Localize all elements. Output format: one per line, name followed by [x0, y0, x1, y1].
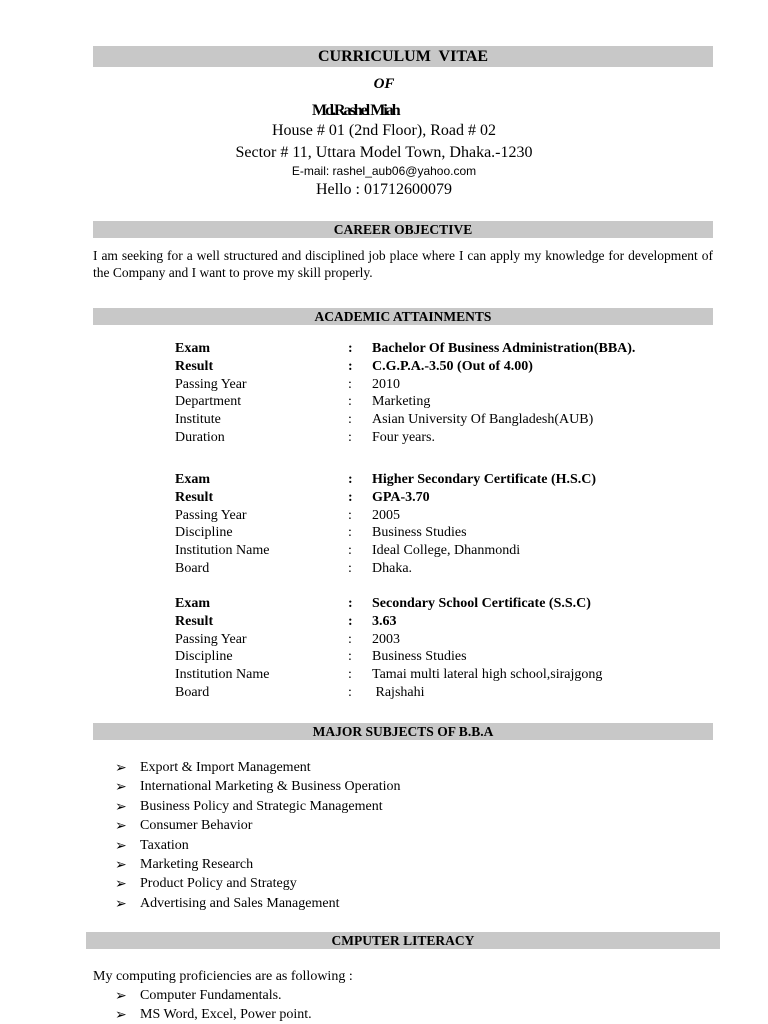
- academic-row-value: Business Studies: [372, 649, 467, 665]
- career-heading: CAREER OBJECTIVE: [333, 222, 473, 237]
- bullet-arrow-icon: ➢: [115, 1008, 127, 1023]
- academic-row-value: 2005: [372, 507, 400, 523]
- academic-row-value: 2003: [372, 631, 400, 647]
- email: E-mail: rashel_aub06@yahoo.com: [291, 164, 477, 178]
- list-item-text: Export & Import Management: [140, 760, 311, 775]
- academic-row-label: Passing Year: [175, 376, 247, 392]
- academic-row-value: Tamai multi lateral high school,sirajgong: [372, 667, 603, 683]
- subjects-heading: MAJOR SUBJECTS OF B.B.A: [312, 724, 494, 739]
- academic-row-label: Exam: [175, 472, 210, 487]
- academic-row-colon: :: [348, 507, 352, 523]
- cv-of: OF: [373, 76, 395, 92]
- bullet-arrow-icon: ➢: [115, 780, 127, 796]
- list-item-text: Taxation: [140, 837, 189, 853]
- bullet-arrow-icon: ➢: [115, 819, 127, 835]
- academic-row-label: Passing Year: [175, 507, 247, 523]
- academic-row-colon: :: [348, 543, 352, 559]
- academic-row-colon: :: [348, 561, 352, 576]
- list-item-text: Advertising and Sales Management: [140, 895, 340, 911]
- academic-heading: ACADEMIC ATTAINMENTS: [314, 309, 492, 324]
- academic-row-label: Board: [175, 561, 210, 576]
- academic-row-label: Exam: [175, 596, 210, 611]
- bullet-arrow-icon: ➢: [115, 838, 127, 854]
- academic-row-value: Business Studies: [372, 525, 467, 541]
- list-item-text: Business Policy and Strategic Management: [140, 798, 383, 814]
- phone: Hello : 01712600079: [316, 181, 452, 198]
- academic-row-label: Board: [175, 685, 210, 700]
- subjects-heading-bar: [93, 723, 713, 740]
- academic-row-value: Marketing: [372, 394, 431, 410]
- academic-row-value: C.G.P.A.-3.50 (Out of 4.00): [372, 358, 533, 374]
- academic-row-colon: :: [348, 376, 352, 392]
- bullet-arrow-icon: ➢: [115, 877, 127, 893]
- bullet-arrow-icon: ➢: [115, 761, 127, 776]
- academic-row-colon: :: [348, 358, 353, 374]
- academic-row-value: 3.63: [372, 613, 397, 629]
- list-item-text: Product Policy and Strategy: [140, 876, 297, 892]
- academic-row-value: Rajshahi: [372, 685, 425, 700]
- academic-row-value: 2010: [372, 376, 400, 392]
- career-text: I am seeking for a well structured and disciplined job place where I can apply my knowledge for development of the Company and I want to prove my skill properly.: [93, 248, 713, 280]
- academic-row-value: Higher Secondary Certificate (H.S.C): [372, 472, 597, 487]
- academic-row-colon: :: [348, 596, 353, 611]
- academic-row-colon: :: [348, 341, 353, 356]
- candidate-name: Md.Rashel Miah: [312, 102, 399, 119]
- academic-row-label: Duration: [175, 430, 225, 445]
- list-item-text: International Marketing & Business Operation: [140, 779, 401, 795]
- academic-row-label: Passing Year: [175, 631, 247, 647]
- academic-row-value: GPA-3.70: [372, 489, 430, 505]
- academic-row-colon: :: [348, 412, 352, 428]
- academic-row-colon: :: [348, 613, 353, 629]
- academic-row-label: Institute: [175, 412, 221, 428]
- academic-row-colon: :: [348, 472, 353, 487]
- academic-row-colon: :: [348, 489, 353, 505]
- list-item-text: Computer Fundamentals.: [140, 988, 282, 1003]
- academic-row-colon: :: [348, 430, 352, 445]
- academic-row-value: Asian University Of Bangladesh(AUB): [372, 412, 594, 428]
- academic-row-label: Exam: [175, 341, 210, 356]
- academic-row-colon: :: [348, 631, 352, 647]
- list-item-text: MS Word, Excel, Power point.: [140, 1007, 312, 1022]
- computer-heading: CMPUTER LITERACY: [331, 933, 475, 948]
- academic-row-colon: :: [348, 394, 352, 410]
- bullet-arrow-icon: ➢: [115, 858, 127, 873]
- academic-row-label: Discipline: [175, 525, 233, 541]
- academic-row-value: Bachelor Of Business Administration(BBA).: [372, 341, 636, 356]
- academic-row-label: Result: [175, 613, 214, 629]
- academic-heading-bar: [93, 308, 713, 325]
- bullet-arrow-icon: ➢: [115, 989, 127, 1004]
- academic-row-value: Dhaka.: [372, 561, 413, 576]
- academic-row-colon: :: [348, 649, 352, 665]
- academic-row-label: Result: [175, 489, 214, 505]
- academic-row-value: Secondary School Certificate (S.S.C): [372, 596, 591, 611]
- bullet-arrow-icon: ➢: [115, 799, 127, 815]
- list-item-text: Consumer Behavior: [140, 818, 253, 834]
- academic-row-colon: :: [348, 667, 352, 683]
- bullet-arrow-icon: ➢: [115, 896, 127, 912]
- career-heading-bar: [93, 221, 713, 238]
- academic-row-colon: :: [348, 685, 352, 700]
- address-line-2: Sector # 11, Uttara Model Town, Dhaka.-1230: [235, 144, 533, 161]
- computer-intro: My computing proficiencies are as following :: [93, 969, 353, 984]
- title-bar: [93, 46, 713, 67]
- address-line-1: House # 01 (2nd Floor), Road # 02: [272, 122, 496, 139]
- academic-row-value: Four years.: [372, 430, 435, 445]
- academic-row-label: Institution Name: [175, 543, 270, 559]
- academic-row-label: Discipline: [175, 649, 233, 665]
- academic-row-label: Department: [175, 394, 242, 410]
- list-item-text: Marketing Research: [140, 857, 254, 872]
- cv-title: CURRICULUM VITAE: [317, 48, 489, 65]
- academic-row-label: Institution Name: [175, 667, 270, 683]
- academic-row-value: Ideal College, Dhanmondi: [372, 543, 521, 559]
- academic-row-label: Result: [175, 358, 214, 374]
- academic-row-colon: :: [348, 525, 352, 541]
- computer-heading-bar: [86, 932, 720, 949]
